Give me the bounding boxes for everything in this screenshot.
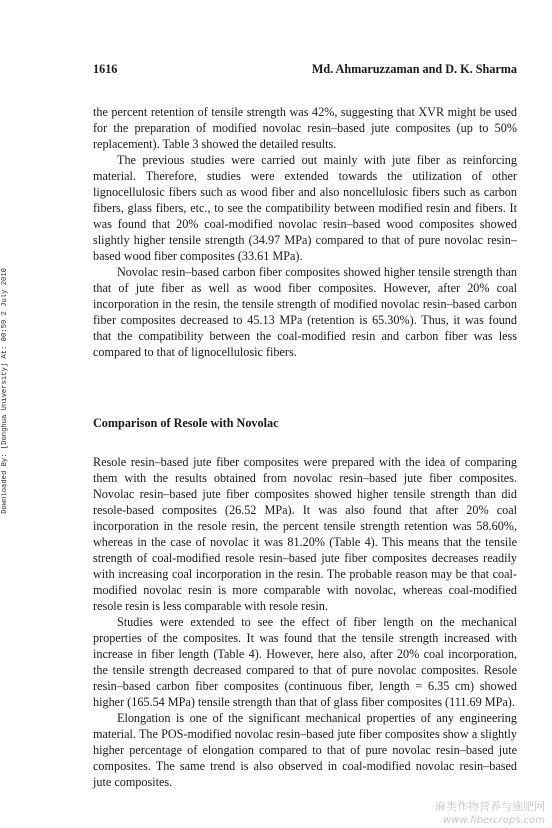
page-number: 1616 (93, 62, 118, 76)
author-names: Md. Ahmaruzzaman and D. K. Sharma (311, 62, 517, 76)
paragraph: Studies were extended to see the effect of fiber length on the mechanical properties of the composites. It was found that the tensile strength increased with increase in fiber length (Table 4). However, here also, after 20% coal incorporation, the tensile strength decreased compared to that of pure novolac composites. Resole resin–based carbon fiber composites (continuous fiber, length = 6.35 cm) showed higher (165.54 MPa) tensile strength than that of glass fiber composites (111.69 MPa). (93, 615, 517, 709)
paragraph: the percent retention of tensile strength was 42%, suggesting that XVR might be used for the preparation of modified novolac resin–based jute composites (up to 50% replacement). Table 3 showed the detailed results. (93, 105, 517, 151)
watermark-url: www.fibercrops.com (443, 815, 545, 826)
section-heading: Comparison of Resole with Novolac (93, 416, 279, 430)
paragraph: The previous studies were carried out mainly with jute fiber as reinforcing material. Therefore, studies were extended towards the utilization of other lignocellulosic fibers such as wood fiber and also noncellulosic fibers such as carbon fibers, glass fibers, etc., to see the compatibility between modified resin and fibers. It was found that 20% coal-modified novolac resin–based wood composites showed slightly higher tensile strength (34.97 MPa) compared to that of pure novolac resin–based wood fiber composites (33.61 MPa). (93, 153, 517, 263)
paragraph: Elongation is one of the significant mechanical properties of any engineering material. The POS-modified novolac resin–based jute fiber composites show a slightly higher percentage of elongation compared to that of pure novolac resin–based jute composites. The same trend is also observed in coal-modified novolac resin–based jute composites. (93, 711, 517, 789)
article-body (93, 104, 517, 790)
paragraph: Novolac resin–based carbon fiber composites showed higher tensile strength than that of jute fiber as well as wood fiber composites. However, after 20% coal incorporation in the resin, the tensile strength of modified novolac resin–based carbon fiber composites decreased to 45.13 MPa (retention is 65.30%). Thus, it was found that the compatibility between the coal-modified resin and carbon fiber was less compared to that of lignocellulosic fibers. (93, 265, 517, 359)
watermark-chinese: 麻类作物营养与施肥网 (435, 800, 545, 813)
paragraph: Resole resin–based jute fiber composites were prepared with the idea of comparing them with the results obtained from novolac resin–based jute fiber composites. Novolac resin–based jute fiber composites showed higher tensile strength than did resole-based composites (26.52 MPa). It was also found that after 20% coal incorporation in the resole resin, the percent tensile strength retention was 58.60%, whereas in the case of novolac it was 81.20% (Table 4). This means that the tensile strength of coal-modified resole resin–based jute fiber composites decreases readily with increasing coal incorporation in the resin. The probable reason may be that coal-modified novolac resin is more comparable with novolac, whereas coal-modified resole resin is less comparable with resole resin. (93, 455, 517, 613)
download-note: Downloaded By: [Donghua University] At: 00:59 2 July 2010 (1, 268, 9, 514)
running-header (93, 62, 517, 77)
